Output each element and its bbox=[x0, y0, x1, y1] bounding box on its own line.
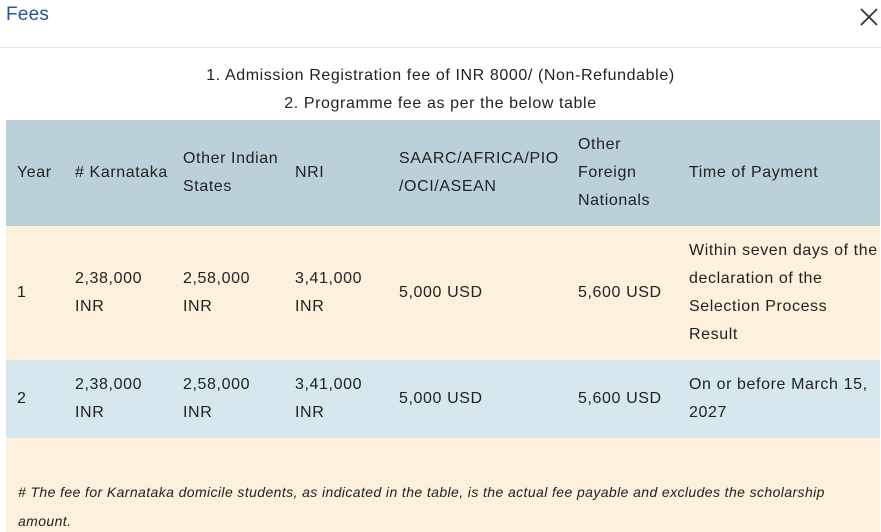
modal-title: Fees bbox=[6, 4, 50, 25]
cell-nri: 3,41,000 INR bbox=[295, 376, 363, 421]
header-nri: NRI bbox=[295, 164, 325, 181]
close-button[interactable] bbox=[856, 4, 881, 30]
cell-karnataka: 2,38,000 INR bbox=[75, 376, 143, 421]
table-row bbox=[6, 226, 880, 360]
karnataka-footnote: # The fee for Karnataka domicile students, as indicated in the table, is the actual fee payable and excludes the scholarship amount. bbox=[18, 484, 825, 529]
modal-header bbox=[0, 0, 881, 48]
cell-time-of-payment: On or before March 15, 2027 bbox=[689, 376, 868, 421]
cell-nri: 3,41,000 INR bbox=[295, 270, 363, 315]
cell-other-indian-states: 2,58,000 INR bbox=[183, 270, 251, 315]
fees-table bbox=[6, 120, 880, 438]
cell-other-indian-states: 2,58,000 INR bbox=[183, 376, 251, 421]
cell-other-foreign-nationals: 5,600 USD bbox=[578, 284, 662, 301]
cell-karnataka: 2,38,000 INR bbox=[75, 270, 143, 315]
cell-time-of-payment: Within seven days of the declaration of the Selection Process Result bbox=[689, 242, 878, 343]
close-icon bbox=[856, 4, 881, 30]
header-other-foreign-nationals: Other Foreign Nationals bbox=[578, 136, 651, 209]
cell-year: 1 bbox=[17, 284, 27, 301]
table-header-row bbox=[6, 120, 880, 226]
cell-other-foreign-nationals: 5,600 USD bbox=[578, 390, 662, 407]
cell-year: 2 bbox=[17, 390, 27, 407]
header-time-of-payment: Time of Payment bbox=[689, 164, 819, 181]
table-row bbox=[6, 360, 880, 438]
programme-fee-note: 2. Programme fee as per the below table bbox=[284, 95, 597, 112]
header-year: Year bbox=[17, 164, 52, 181]
registration-fee-note: 1. Admission Registration fee of INR 8000/ (Non-Refundable) bbox=[206, 67, 675, 84]
cell-saarc: 5,000 USD bbox=[399, 284, 483, 301]
header-karnataka: # Karnataka bbox=[75, 164, 168, 181]
header-other-indian-states: Other Indian States bbox=[183, 150, 279, 195]
footnote-box bbox=[6, 438, 880, 532]
header-saarc: SAARC/AFRICA/PIO /OCI/ASEAN bbox=[399, 150, 559, 195]
cell-saarc: 5,000 USD bbox=[399, 390, 483, 407]
